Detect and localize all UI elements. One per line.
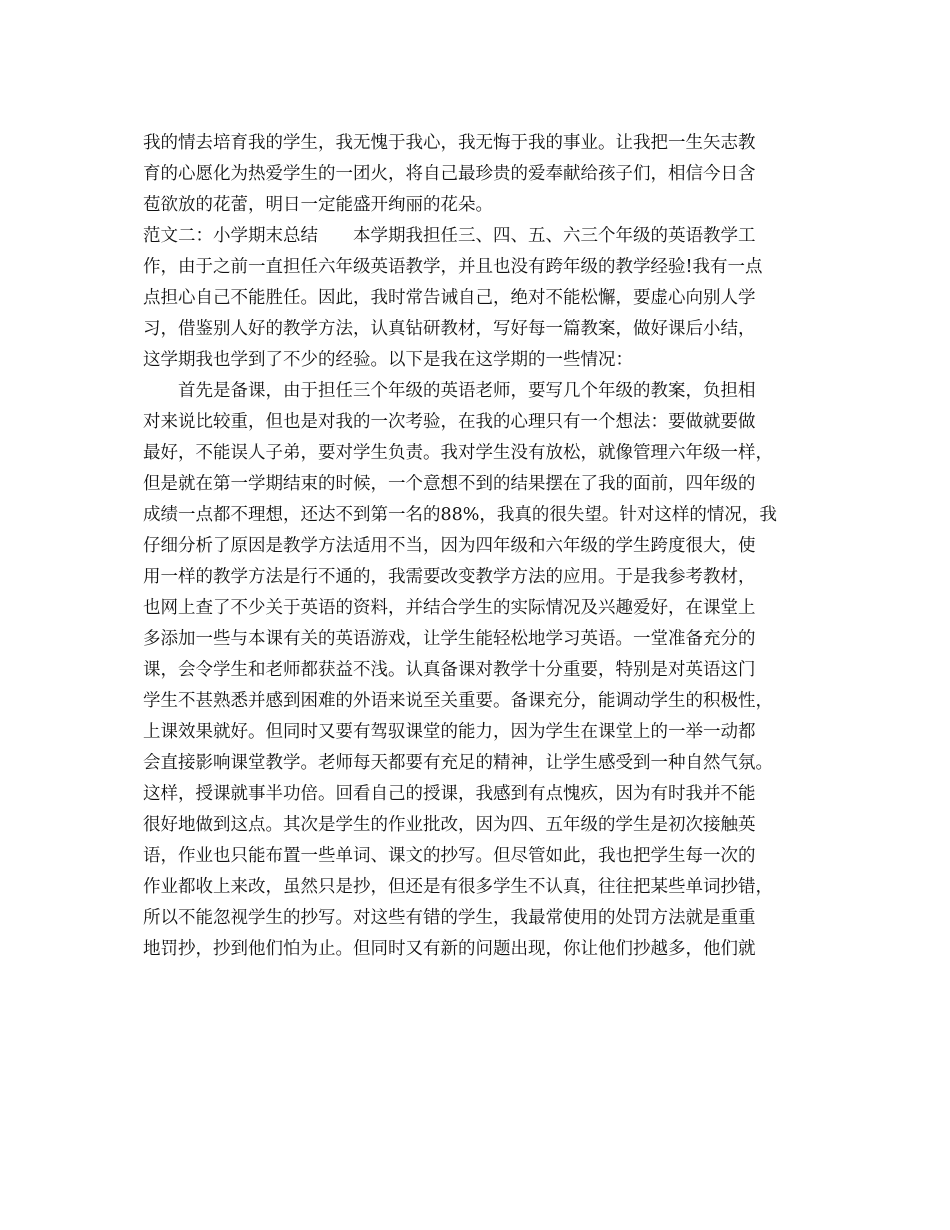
text-line: 仔细分析了原因是教学方法适用不当，因为四年级和六年级的学生跨度很大，使: [143, 536, 756, 556]
text-line: 苞欲放的花蕾，明日一定能盛开绚丽的花朵。: [143, 195, 493, 215]
body-text: [143, 128, 823, 965]
text-line: 范文二：小学期末总结 本学期我担任三、四、五、六三个年级的英语教学工: [143, 226, 756, 246]
text-line: 作业都收上来改，虽然只是抄，但还是有很多学生不认真，往往把某些单词抄错，: [143, 877, 773, 897]
text-line: 学生不甚熟悉并感到困难的外语来说至关重要。备课充分，能调动学生的积极性，: [143, 691, 773, 711]
text-line: 首先是备课，由于担任三个年级的英语老师，要写几个年级的教案，负担相: [143, 381, 756, 401]
text-line: 点担心自己不能胜任。因此，我时常告诫自己，绝对不能松懈，要虚心向别人学: [143, 288, 756, 308]
text-line: 育的心愿化为热爱学生的一团火，将自己最珍贵的爱奉献给孩子们，相信今日含: [143, 164, 756, 184]
text-line: 会直接影响课堂教学。老师每天都要有充足的精神，让学生感受到一种自然气氛。: [143, 753, 773, 773]
text-line: 习，借鉴别人好的教学方法，认真钻研教材，写好每一篇教案，做好课后小结，: [143, 319, 756, 339]
text-line: 最好，不能误人子弟，要对学生负责。我对学生没有放松，就像管理六年级一样，: [143, 443, 773, 463]
text-line: 我的情去培育我的学生，我无愧于我心，我无悔于我的事业。让我把一生矢志教: [143, 133, 756, 153]
text-line: 课，会令学生和老师都获益不浅。认真备课对教学十分重要，特别是对英语这门: [143, 660, 756, 680]
text-line: 上课效果就好。但同时又要有驾驭课堂的能力，因为学生在课堂上的一举一动都: [143, 722, 756, 742]
text-line: 但是就在第一学期结束的时候，一个意想不到的结果摆在了我的面前，四年级的: [143, 474, 756, 494]
text-line: 这样，授课就事半功倍。回看自己的授课，我感到有点愧疚，因为有时我并不能: [143, 784, 756, 804]
text-line: 多添加一些与本课有关的英语游戏，让学生能轻松地学习英语。一堂准备充分的: [143, 629, 756, 649]
text-line: 作，由于之前一直担任六年级英语教学，并且也没有跨年级的教学经验!我有一点: [143, 257, 763, 277]
text-line: 所以不能忽视学生的抄写。对这些有错的学生，我最常使用的处罚方法就是重重: [143, 908, 756, 928]
text-line: 也网上查了不少关于英语的资料，并结合学生的实际情况及兴趣爱好，在课堂上: [143, 598, 756, 618]
text-line: 地罚抄，抄到他们怕为止。但同时又有新的问题出现，你让他们抄越多，他们就: [143, 939, 756, 959]
text-line: 很好地做到这点。其次是学生的作业批改，因为四、五年级的学生是初次接触英: [143, 815, 756, 835]
text-line: 用一样的教学方法是行不通的，我需要改变教学方法的应用。于是我参考教材，: [143, 567, 756, 587]
text-line: 成绩一点都不理想，还达不到第一名的88%，我真的很失望。针对这样的情况，我: [143, 505, 777, 525]
text-line: 对来说比较重，但也是对我的一次考验，在我的心理只有一个想法：要做就要做: [143, 412, 756, 432]
text-line: 语，作业也只能布置一些单词、课文的抄写。但尽管如此，我也把学生每一次的: [143, 846, 756, 866]
text-line: 这学期我也学到了不少的经验。以下是我在这学期的一些情况：: [143, 350, 633, 370]
